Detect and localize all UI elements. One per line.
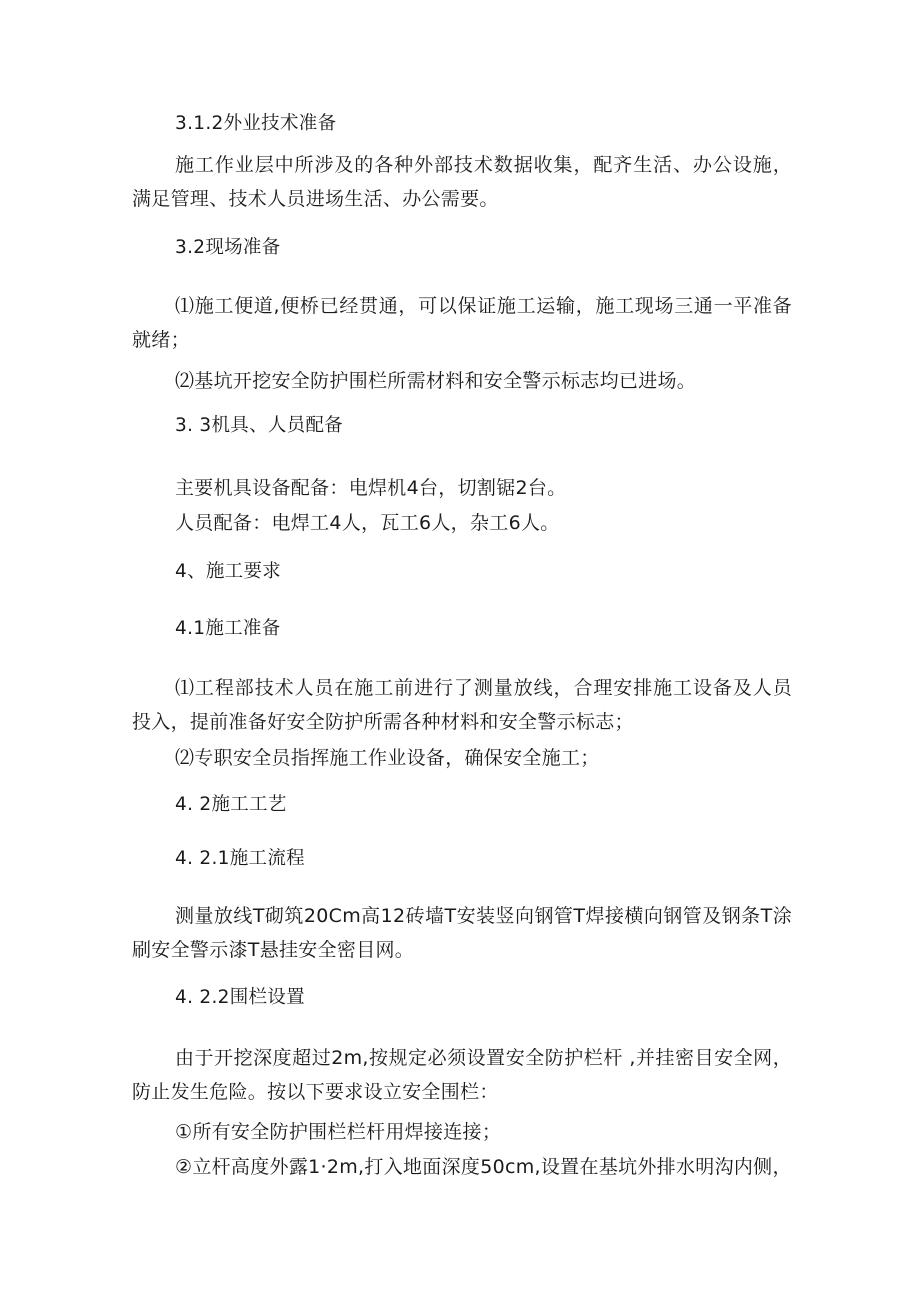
list-item: ⑵基坑开挖安全防护围栏所需材料和安全警示标志均已进场。 — [175, 370, 697, 392]
paragraph: 由于开挖深度超过2m,按规定必须设置安全防护栏杆 ,并挂密目安全网，防止发生危险。按以下要求设立安全围栏： — [132, 1047, 792, 1103]
section-heading: 4、施工要求 — [175, 561, 282, 582]
list-item: ⑴工程部技术人员在施工前进行了测量放线，合理安排施工设备及人员投入，提前准备好安全防护所需各种材料和安全警示标志； — [132, 677, 792, 733]
section-heading: 4.1施工准备 — [175, 618, 281, 639]
section-heading: 3.2现场准备 — [175, 237, 281, 258]
list-item: ②立杆高度外露1·2m,打入地面深度50cm,设置在基坑外排水明沟内侧， — [175, 1156, 792, 1178]
section-heading: 4. 2.2围栏设置 — [175, 987, 305, 1008]
list-item: ①所有安全防护围栏栏杆用焊接连接； — [175, 1121, 502, 1143]
paragraph: 施工作业层中所涉及的各种外部技术数据收集，配齐生活、办公设施，满足管理、技术人员进场生活、办公需要。 — [132, 154, 792, 210]
paragraph: 主要机具设备配备：电焊机4台，切割锯2台。 — [175, 477, 567, 499]
section-heading: 4. 2.1施工流程 — [175, 848, 305, 869]
section-heading: 3.1.2外业技术准备 — [175, 113, 337, 134]
list-item: ⑵专职安全员指挥施工作业设备，确保安全施工； — [175, 747, 600, 769]
list-item: ⑴施工便道,便桥已经贯通，可以保证施工运输，施工现场三通一平准备就绪； — [132, 295, 792, 351]
paragraph: 测量放线T砌筑20Cm高12砖墙T安装竖向钢管T焊接横向钢管及钢条T涂刷安全警示漆T悬挂安全密目网。 — [132, 905, 792, 961]
section-heading: 4. 2施工工艺 — [175, 794, 287, 815]
section-heading: 3. 3机具、人员配备 — [175, 415, 344, 436]
paragraph: 人员配备：电焊工4人，瓦工6人，杂工6人。 — [175, 512, 560, 534]
